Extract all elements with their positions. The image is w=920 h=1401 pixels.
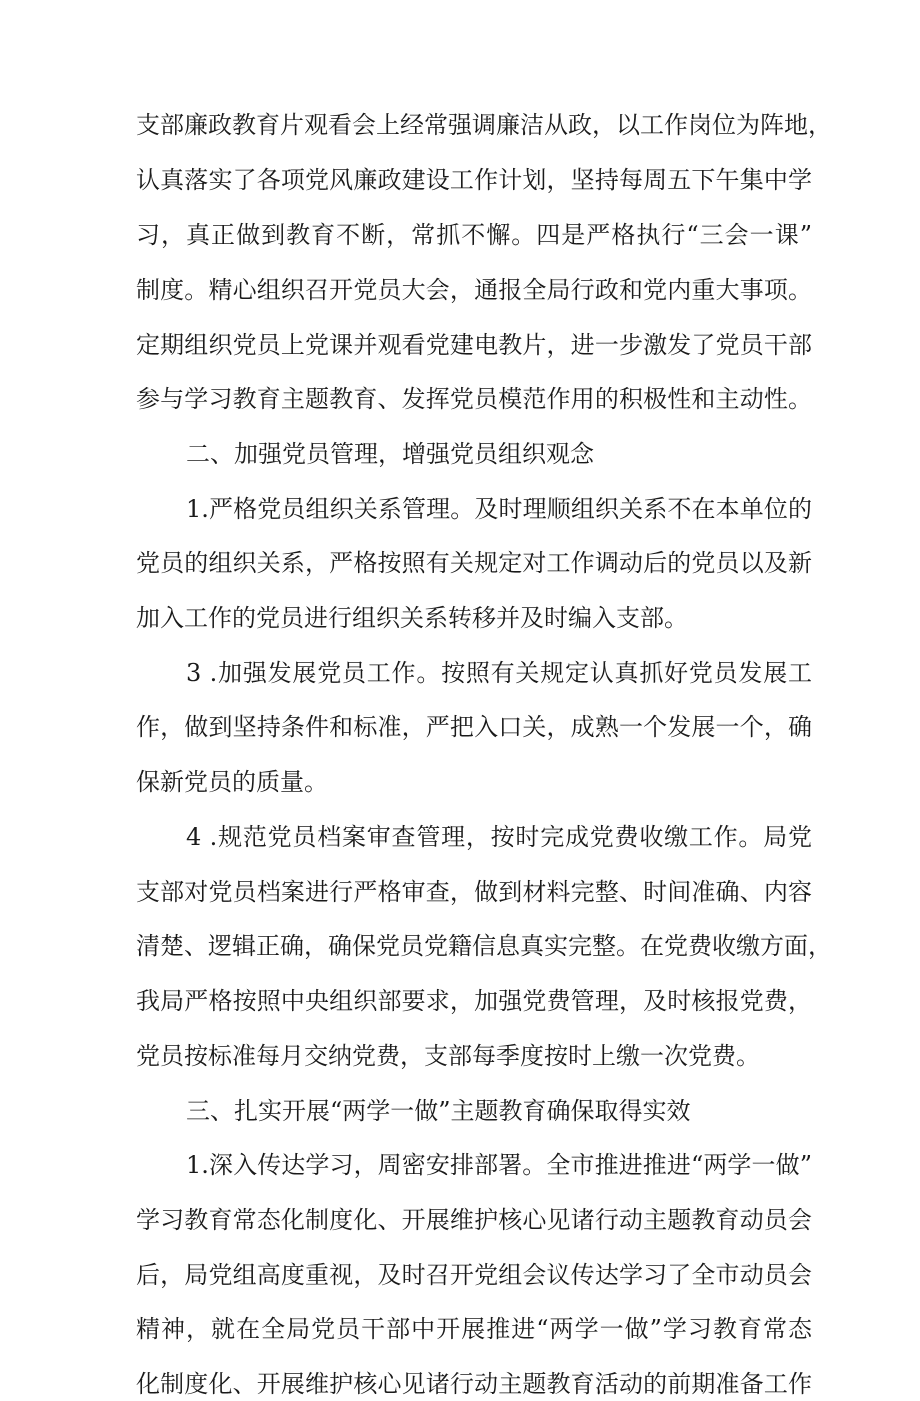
- section-heading: 三、扎实开展“两学一做”主题教育确保取得实效: [186, 1097, 691, 1125]
- text-line: 加入工作的党员进行组织关系转移并及时编入支部。: [136, 604, 688, 632]
- text-line: 习，真正做到教育不断，常抓不懈。四是严格执行“三会一课”: [136, 221, 812, 249]
- text-line: 后，局党组高度重视，及时召开党组会议传达学习了全市动员会: [136, 1261, 812, 1289]
- text-line: 认真落实了各项党风廉政建设工作计划，坚持每周五下午集中学: [136, 166, 812, 194]
- text-line: 作，做到坚持条件和标准，严把入口关，成熟一个发展一个，确: [136, 713, 812, 741]
- text-line: 支部廉政教育片观看会上经常强调廉洁从政，以工作岗位为阵地，: [136, 111, 832, 139]
- text-line: 定期组织党员上党课并观看党建电教片，进一步激发了党员干部: [136, 331, 812, 359]
- text-line: 参与学习教育主题教育、发挥党员模范作用的积极性和主动性。: [136, 385, 812, 413]
- text-line: 支部对党员档案进行严格审查，做到材料完整、时间准确、内容: [136, 878, 812, 906]
- section-heading: 二、加强党员管理，增强党员组织观念: [186, 440, 594, 468]
- text-line: 学习教育常态化制度化、开展维护核心见诸行动主题教育动员会: [136, 1206, 812, 1234]
- text-line: 制度。精心组织召开党员大会，通报全局行政和党内重大事项。: [136, 276, 812, 304]
- text-line: 1.严格党员组织关系管理。及时理顺组织关系不在本单位的: [186, 495, 812, 523]
- text-line: 保新党员的质量。: [136, 768, 328, 796]
- text-line: 1.深入传达学习，周密安排部署。全市推进推进“两学一做”: [186, 1151, 812, 1179]
- text-line: 党员按标准每月交纳党费，支部每季度按时上缴一次党费。: [136, 1042, 760, 1070]
- text-line: 精神，就在全局党员干部中开展推进“两学一做”学习教育常态: [136, 1315, 812, 1343]
- text-line: 3 .加强发展党员工作。按照有关规定认真抓好党员发展工: [186, 659, 812, 687]
- text-line: 我局严格按照中央组织部要求，加强党费管理，及时核报党费，: [136, 987, 812, 1015]
- text-line: 党员的组织关系，严格按照有关规定对工作调动后的党员以及新: [136, 549, 812, 577]
- text-line: 4 .规范党员档案审查管理，按时完成党费收缴工作。局党: [186, 823, 812, 851]
- text-line: 化制度化、开展维护核心见诸行动主题教育活动的前期准备工作: [136, 1370, 812, 1398]
- text-line: 清楚、逻辑正确，确保党员党籍信息真实完整。在党费收缴方面，: [136, 932, 832, 960]
